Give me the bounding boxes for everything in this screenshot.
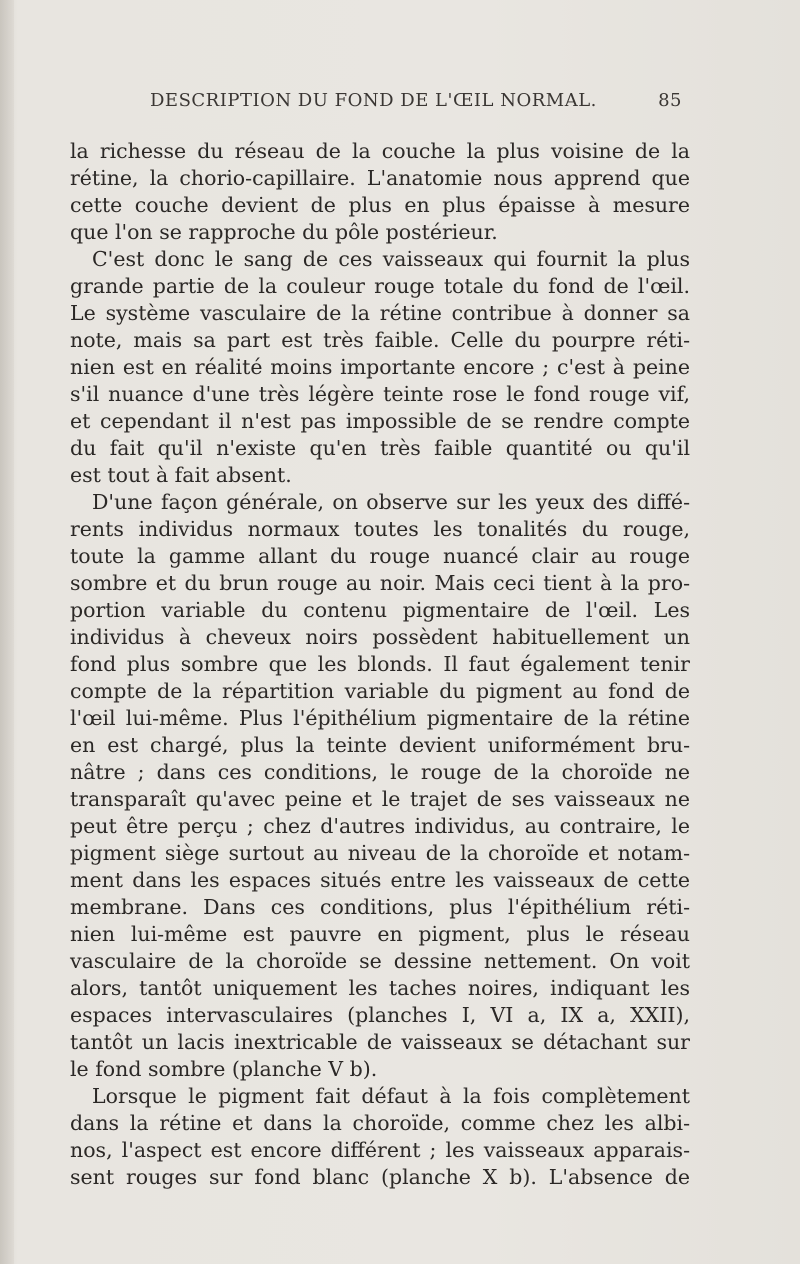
text-line: s'il nuance d'une très légère teinte rose le fond rouge vif,: [70, 382, 690, 406]
text-line: vasculaire de la choroïde se dessine nettement. On voit: [70, 949, 690, 973]
text-line: C'est donc le sang de ces vaisseaux qui fournit la plus: [92, 247, 690, 271]
running-header: [150, 90, 682, 120]
page-spine-shadow: [0, 0, 14, 1264]
text-line: en est chargé, plus la teinte devient uniformément bru-: [70, 733, 690, 757]
text-line: tantôt un lacis inextricable de vaisseaux se détachant sur: [70, 1030, 690, 1054]
text-line: espaces intervasculaires (planches I, VI a, IX a, XXII),: [70, 1003, 690, 1027]
text-line: nien est en réalité moins importante encore ; c'est à peine: [70, 355, 690, 379]
text-line: transparaît qu'avec peine et le trajet de ses vaisseaux ne: [70, 787, 690, 811]
text-line: grande partie de la couleur rouge totale du fond de l'œil.: [70, 274, 690, 298]
text-line: portion variable du contenu pigmentaire de l'œil. Les: [70, 598, 690, 622]
text-line: rétine, la chorio-capillaire. L'anatomie nous apprend que: [70, 166, 690, 190]
text-line: Le système vasculaire de la rétine contribue à donner sa: [70, 301, 690, 325]
text-line: alors, tantôt uniquement les taches noires, indiquant les: [70, 976, 690, 1000]
text-line: sombre et du brun rouge au noir. Mais ceci tient à la pro-: [70, 571, 690, 595]
text-line: peut être perçu ; chez d'autres individus, au contraire, le: [70, 814, 690, 838]
text-line: D'une façon générale, on observe sur les yeux des diffé-: [92, 490, 690, 514]
text-line: membrane. Dans ces conditions, plus l'épithélium réti-: [70, 895, 690, 919]
text-line: note, mais sa part est très faible. Celle du pourpre réti-: [70, 328, 690, 352]
text-line: rents individus normaux toutes les tonalités du rouge,: [70, 517, 690, 541]
text-line: est tout à fait absent.: [70, 463, 292, 487]
text-line: le fond sombre (planche V b).: [70, 1057, 378, 1081]
text-line: nâtre ; dans ces conditions, le rouge de la choroïde ne: [70, 760, 690, 784]
text-line: la richesse du réseau de la couche la plus voisine de la: [70, 139, 690, 163]
text-line: ment dans les espaces situés entre les vaisseaux de cette: [70, 868, 690, 892]
text-line: pigment siège surtout au niveau de la choroïde et notam-: [70, 841, 690, 865]
running-title: DESCRIPTION DU FOND DE L'ŒIL NORMAL.: [150, 90, 597, 111]
text-line: sent rouges sur fond blanc (planche X b). L'absence de: [70, 1165, 690, 1189]
text-line: que l'on se rapproche du pôle postérieur.: [70, 220, 498, 244]
text-line: du fait qu'il n'existe qu'en très faible quantité ou qu'il: [70, 436, 690, 460]
text-line: cette couche devient de plus en plus épaisse à mesure: [70, 193, 690, 217]
text-line: toute la gamme allant du rouge nuancé clair au rouge: [70, 544, 690, 568]
text-line: fond plus sombre que les blonds. Il faut également tenir: [70, 652, 690, 676]
text-line: Lorsque le pigment fait défaut à la fois complètement: [92, 1084, 690, 1108]
text-line: dans la rétine et dans la choroïde, comme chez les albi-: [70, 1111, 690, 1135]
text-line: individus à cheveux noirs possèdent habituellement un: [70, 625, 690, 649]
text-line: et cependant il n'est pas impossible de se rendre compte: [70, 409, 690, 433]
body-text: [70, 138, 690, 1191]
page-number: 85: [658, 90, 682, 111]
text-line: nien lui-même est pauvre en pigment, plus le réseau: [70, 922, 690, 946]
text-line: nos, l'aspect est encore différent ; les vaisseaux apparais-: [70, 1138, 690, 1162]
text-line: l'œil lui-même. Plus l'épithélium pigmentaire de la rétine: [70, 706, 690, 730]
text-line: compte de la répartition variable du pigment au fond de: [70, 679, 690, 703]
